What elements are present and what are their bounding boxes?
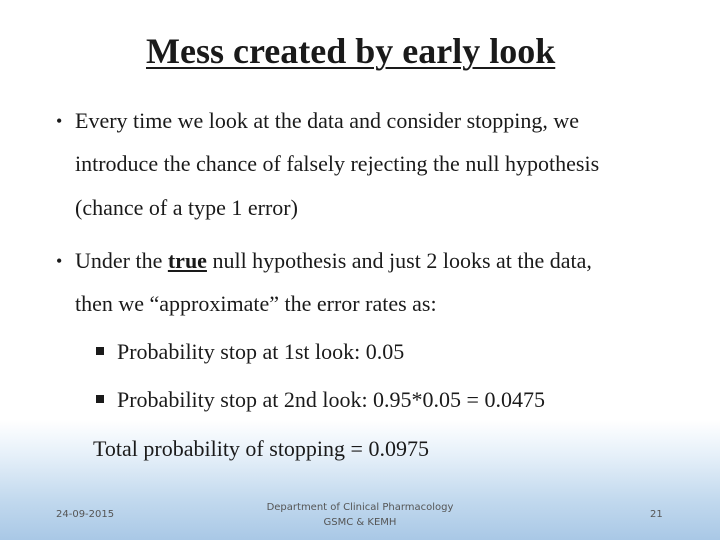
footer-department-line-2: GSMC & KEMH [323,517,397,528]
footer-date: 24-09-2015 [56,509,115,520]
slide-title: Mess created by early look [146,31,556,71]
bullet-2-line-1 [75,248,592,274]
bullet-dot: • [56,111,63,131]
emphasis-true: true [167,248,207,273]
square-bullet-icon [96,347,104,355]
bullet-1-line-2: introduce the chance of falsely rejecting the null hypothesis [75,151,600,176]
bullet-2-text-before: Under the [75,248,168,273]
bullet-1-line-1: Every time we look at the data and consider stopping, we [75,108,580,133]
total-probability-line: Total probability of stopping = 0.0975 [93,436,429,461]
bullet-2-text-after: null hypothesis and just 2 looks at the data, [206,248,592,273]
bullet-2-line-2: then we “approximate” the error rates as: [75,291,437,316]
bullet-dot: • [56,251,63,271]
bullet-1-line-3: (chance of a type 1 error) [75,195,298,220]
footer-page-number: 21 [650,509,663,520]
square-bullet-icon [96,395,104,403]
footer-department-line-1: Department of Clinical Pharmacology [266,502,454,513]
sub-bullet-2: Probability stop at 2nd look: 0.95*0.05 = 0.0475 [117,387,545,412]
footer-department [260,500,460,530]
sub-bullet-1: Probability stop at 1st look: 0.05 [117,339,405,364]
